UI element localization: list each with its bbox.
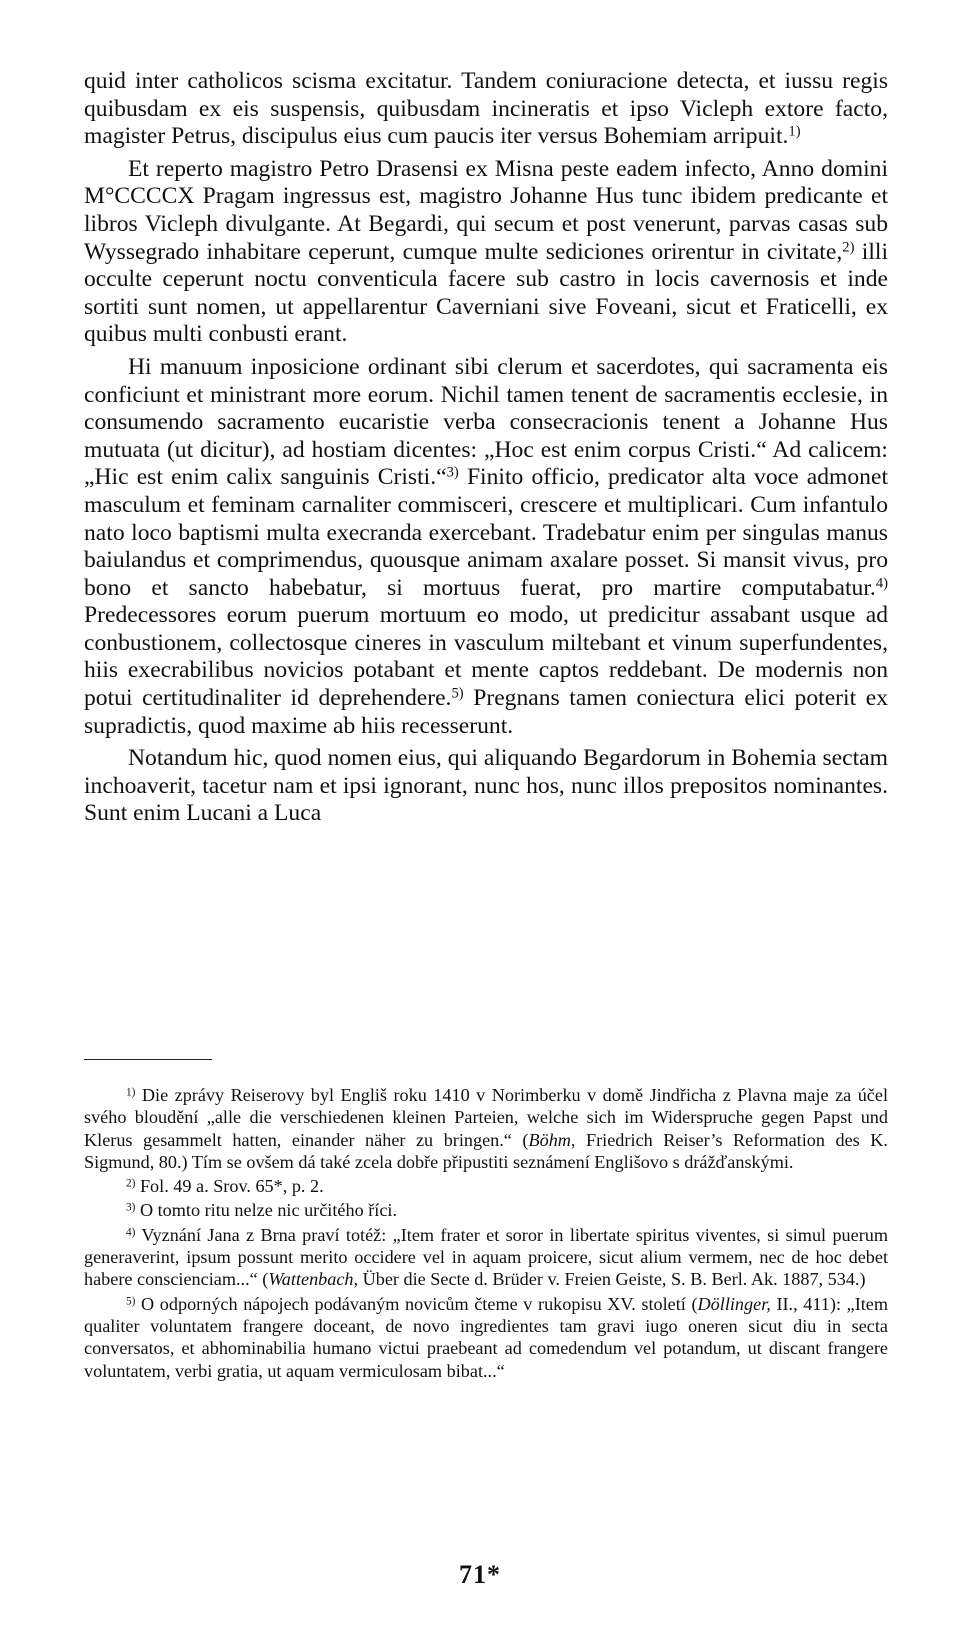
footnote-5-mark: 5) <box>126 1295 136 1308</box>
paragraph-2 <box>84 156 888 349</box>
footnote-ref-1: 1) <box>788 123 801 140</box>
footnote-5-text-a: O odporných nápojech podávaným novicům čteme v rukopisu XV. století ( <box>141 1293 698 1314</box>
footnote-1-text-a: Die zprávy Reiserovy byl Engliš roku 1410 v Norimberku v domě Jindřicha z Plavna maje za účel svého bloudění „alle die verschiedenen kleinen Parteien, welche sich im Widerspruche gegen Papst und Klerus gesammelt hatten, einander näher zu bringen.“ ( <box>84 1085 888 1150</box>
footnote-2 <box>84 1175 888 1197</box>
footnote-3-mark: 3) <box>126 1201 136 1214</box>
footnote-1-text-b: Friedrich Reiser’s Reformation des K. Sigmund, 80.) Tím se ovšem dá také zcela dobře připustiti seznámení Englišovo s drážďanskými. <box>84 1129 888 1172</box>
footnote-ref-4: 4) <box>875 575 888 592</box>
main-text <box>84 68 888 828</box>
paragraph-2-text-a: Et reperto magistro Petro Drasensi ex Misna peste eadem infecto, Anno domini M°CCCCX Pragam ingressus est, magistro Johanne Hus tunc ibidem predicante et libros Vicleph divulgante. At Begardi, qui secum et post venerunt, parvas casas sub Wyssegrado inhabitare ceperunt, cumque multe sediciones orirentur in civitate, <box>84 155 888 265</box>
footnote-3-text: O tomto ritu nelze nic určitého říci. <box>139 1200 398 1221</box>
paragraph-3-text-d: Pregnans tamen coniectura elici poterit ex supradictis, quod maxime ab hiis recesserunt. <box>84 685 888 739</box>
footnote-ref-5: 5) <box>451 685 464 702</box>
footnote-1-author: Böhm, <box>528 1129 576 1150</box>
paragraph-2-text-b: illi occulte ceperunt noctu conventicula facere sub castro in locis cavernosis et inde sortiti sunt nomen, ut appellarentur Caverniani sive Foveani, sicut et Fraticelli, ex quibus multi conbusti erant. <box>84 238 889 348</box>
footnote-4-author: Wattenbach, <box>268 1269 359 1290</box>
footnote-5-author: Döllinger, <box>697 1293 771 1314</box>
paragraph-3-text-a: Hi manuum inposicione ordinant sibi clerum et sacerdotes, qui sacramenta eis conficiunt et ministrant more eorum. Nichil tamen tenent de sacramentis ecclesie, in consumendo sacramento eucaristie verba consecracionis tenent a Johanne Hus mutuata (ut dicitur), ad hostiam dicentes: „Hoc est enim corpus Cristi.“ Ad calicem: „Hic est enim calix sanguinis Cristi.“ <box>84 353 888 491</box>
footnote-2-text: Fol. 49 a. Srov. 65*, p. 2. <box>139 1176 324 1197</box>
footnote-3 <box>84 1199 888 1221</box>
footnote-ref-2: 2) <box>842 239 855 256</box>
footnote-1 <box>84 1084 888 1173</box>
paragraph-1 <box>84 68 888 151</box>
page-number: 71* <box>459 1560 501 1589</box>
footnote-4 <box>84 1224 888 1291</box>
paragraph-1-text: quid inter catholicos scisma excitatur. Tandem coniuracione detecta, et iussu regis quibusdam ex eis suspensis, quibusdam incineratis et ipso Vicleph extore facto, magister Petrus, discipulus eius cum paucis iter versus Bohemiam arripuit. <box>84 68 888 150</box>
footnote-4-text-a: Vyznání Jana z Brna praví totéž: „Item frater et soror in libertate spiritus viventes, si simul puerum generaverint, ipsum possunt merito occidere vel in aquam proicere, sicut alium vermem, nec de hoc debet habere conscienciam...“ ( <box>84 1224 889 1290</box>
footnote-5 <box>84 1293 888 1382</box>
footnote-4-mark: 4) <box>126 1226 136 1239</box>
footnote-2-mark: 2) <box>126 1177 136 1190</box>
paragraph-4-text: Notandum hic, quod nomen eius, qui aliquando Begardorum in Bohemia sectam inchoaverit, tacetur nam et ipsi ignorant, nunc hos, nunc illos prepositos nominantes. Sunt enim Lucani a Luca <box>84 745 888 827</box>
footnote-ref-3: 3) <box>446 465 459 481</box>
paragraph-3-text-c: Predecessores eorum puerum mortuum eo modo, ut predicitur assabant usque ad conbustionem, collectosque cineres in vasculum miltebant et vinum superfundentes, hiis execrabilibus novicios potabant et mente captos reddebant. De modernis non potui certitudinaliter id deprehendere. <box>84 602 888 712</box>
footnote-4-text-b: Über die Secte d. Brüder v. Freien Geiste, S. B. Berl. Ak. 1887, 534.) <box>358 1269 866 1290</box>
footnote-divider <box>84 1059 212 1060</box>
footnote-5-text-b: II., 411): „Item qualiter voluntatem frangere doceant, de novo ingredientes tam gravi iugo oneren sicut diu in secta conversatos, et abhominabilia humano victui praebeant ad comedendum vel potandum, ut discant frangere voluntatem, verbi gratia, ut aquam vermiculosam bibat...“ <box>84 1293 889 1381</box>
paragraph-4 <box>84 745 888 828</box>
paragraph-3 <box>84 354 888 740</box>
paragraph-3-text-b: Finito officio, predicator alta voce admonet masculum et feminam carnaliter commisceri, crescere et multiplicari. Cum infantulo nato loco baptismi multa execranda exercebant. Tradebatur enim per singulas manus baiulandus et comprimendus, quousque animam axalare posset. Si mansit vivus, pro bono et sancto habebatur, si mortuus fuerat, pro martire computabatur. <box>84 464 888 601</box>
footnotes <box>84 1084 888 1382</box>
footnote-1-mark: 1) <box>126 1086 136 1099</box>
